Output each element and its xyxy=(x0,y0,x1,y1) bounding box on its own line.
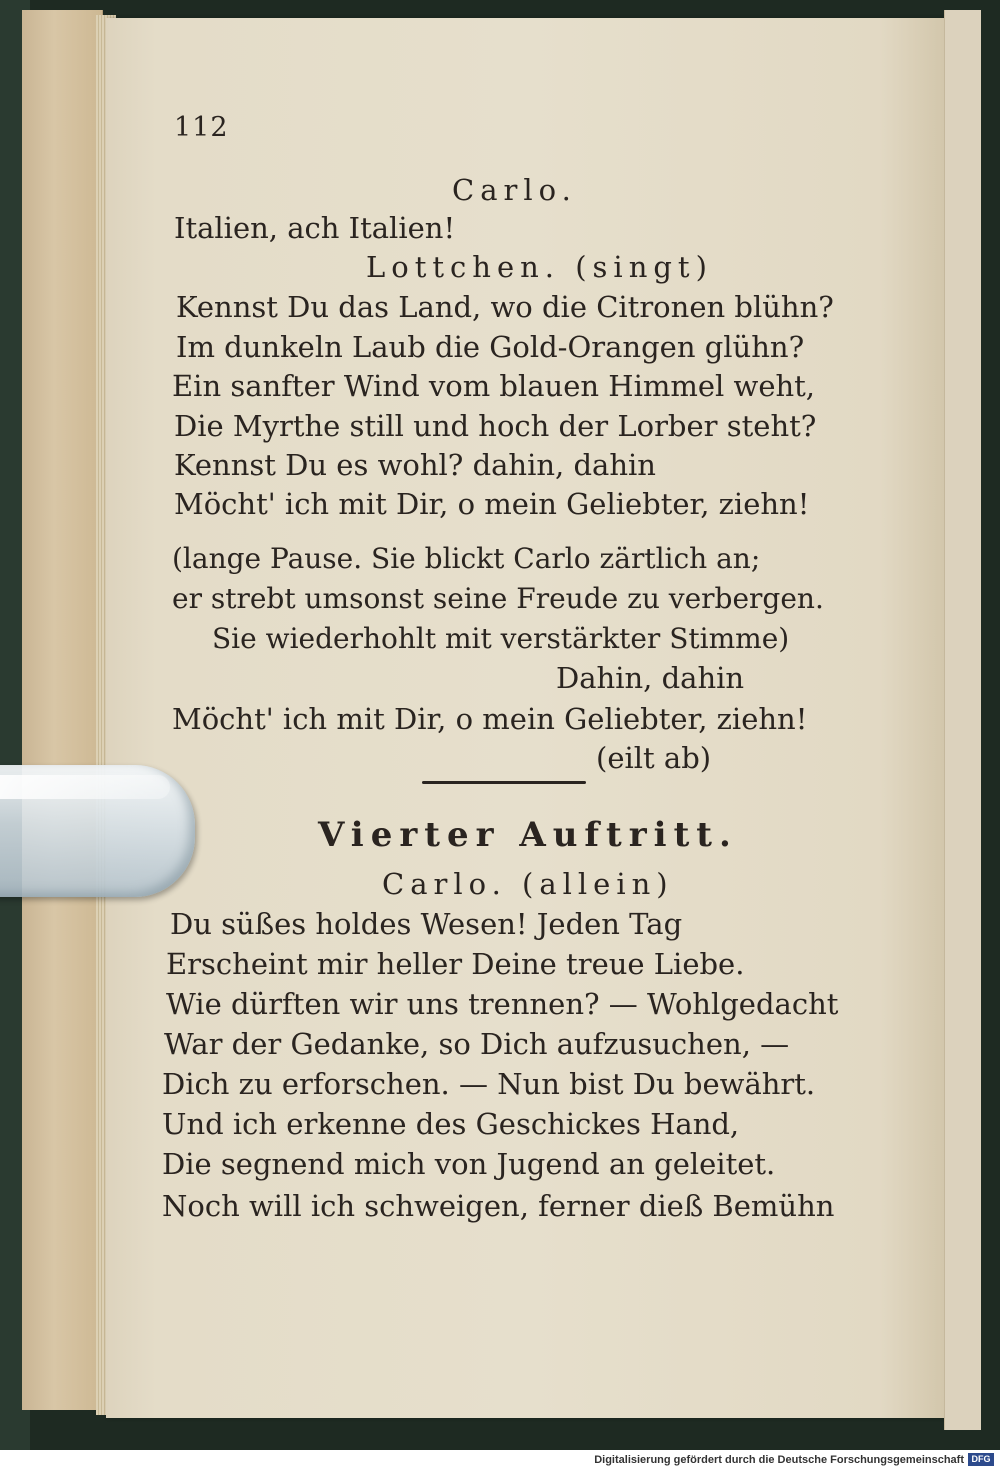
verse-line: Noch will ich schweigen, ferner dieß Bemühn xyxy=(162,1189,835,1223)
verse-line: Du süßes holdes Wesen! Jeden Tag xyxy=(170,907,683,941)
stage-direction: Sie wiederhohlt mit verstärkter Stimme) xyxy=(212,622,790,655)
verse-line: Wie dürften wir uns trennen? — Wohlgedacht xyxy=(166,987,839,1021)
verse-line: Dich zu erforschen. — Nun bist Du bewährt. xyxy=(162,1067,816,1101)
verse-line: Italien, ach Italien! xyxy=(174,211,456,245)
verse-line: Die Myrthe still und hoch der Lorber steht? xyxy=(174,409,817,443)
section-divider xyxy=(422,781,586,784)
verse-line: Kennst Du das Land, wo die Citronen blühn? xyxy=(176,290,834,324)
verse-line: Möcht' ich mit Dir, o mein Geliebter, ziehn! xyxy=(174,487,810,521)
verse-line: Die segnend mich von Jugend an geleitet. xyxy=(162,1147,776,1181)
page-number: 112 xyxy=(174,112,229,143)
verse-line: Und ich erkenne des Geschickes Hand, xyxy=(162,1107,740,1141)
scene-heading: Vierter Auftritt. xyxy=(318,815,738,855)
dfg-logo: DFG xyxy=(968,1453,994,1466)
verse-line: Dahin, dahin xyxy=(556,661,745,695)
book-spine xyxy=(22,10,103,1410)
footer-credit: Digitalisierung gefördert durch die Deutsche Forschungsgemeinschaft xyxy=(594,1454,964,1466)
verse-line: Ein sanfter Wind vom blauen Himmel weht, xyxy=(172,369,816,403)
facing-page-edge xyxy=(944,10,981,1430)
speaker-carlo: Carlo. (allein) xyxy=(382,867,674,901)
stage-direction: er strebt umsonst seine Freude zu verbergen. xyxy=(172,582,824,615)
stage-direction: (eilt ab) xyxy=(596,741,712,775)
speaker-carlo: Carlo. xyxy=(452,173,577,207)
page-clip-highlight xyxy=(0,775,170,799)
verse-line: War der Gedanke, so Dich aufzusuchen, — xyxy=(164,1027,790,1061)
stage-direction: (lange Pause. Sie blickt Carlo zärtlich an; xyxy=(172,542,761,575)
verse-line: Kennst Du es wohl? dahin, dahin xyxy=(174,448,656,482)
verse-line: Im dunkeln Laub die Gold-Orangen glühn? xyxy=(176,330,805,364)
verse-line: Erscheint mir heller Deine treue Liebe. xyxy=(166,947,745,981)
speaker-lottchen: Lottchen. (singt) xyxy=(366,250,713,284)
verse-line: Möcht' ich mit Dir, o mein Geliebter, ziehn! xyxy=(172,702,808,736)
